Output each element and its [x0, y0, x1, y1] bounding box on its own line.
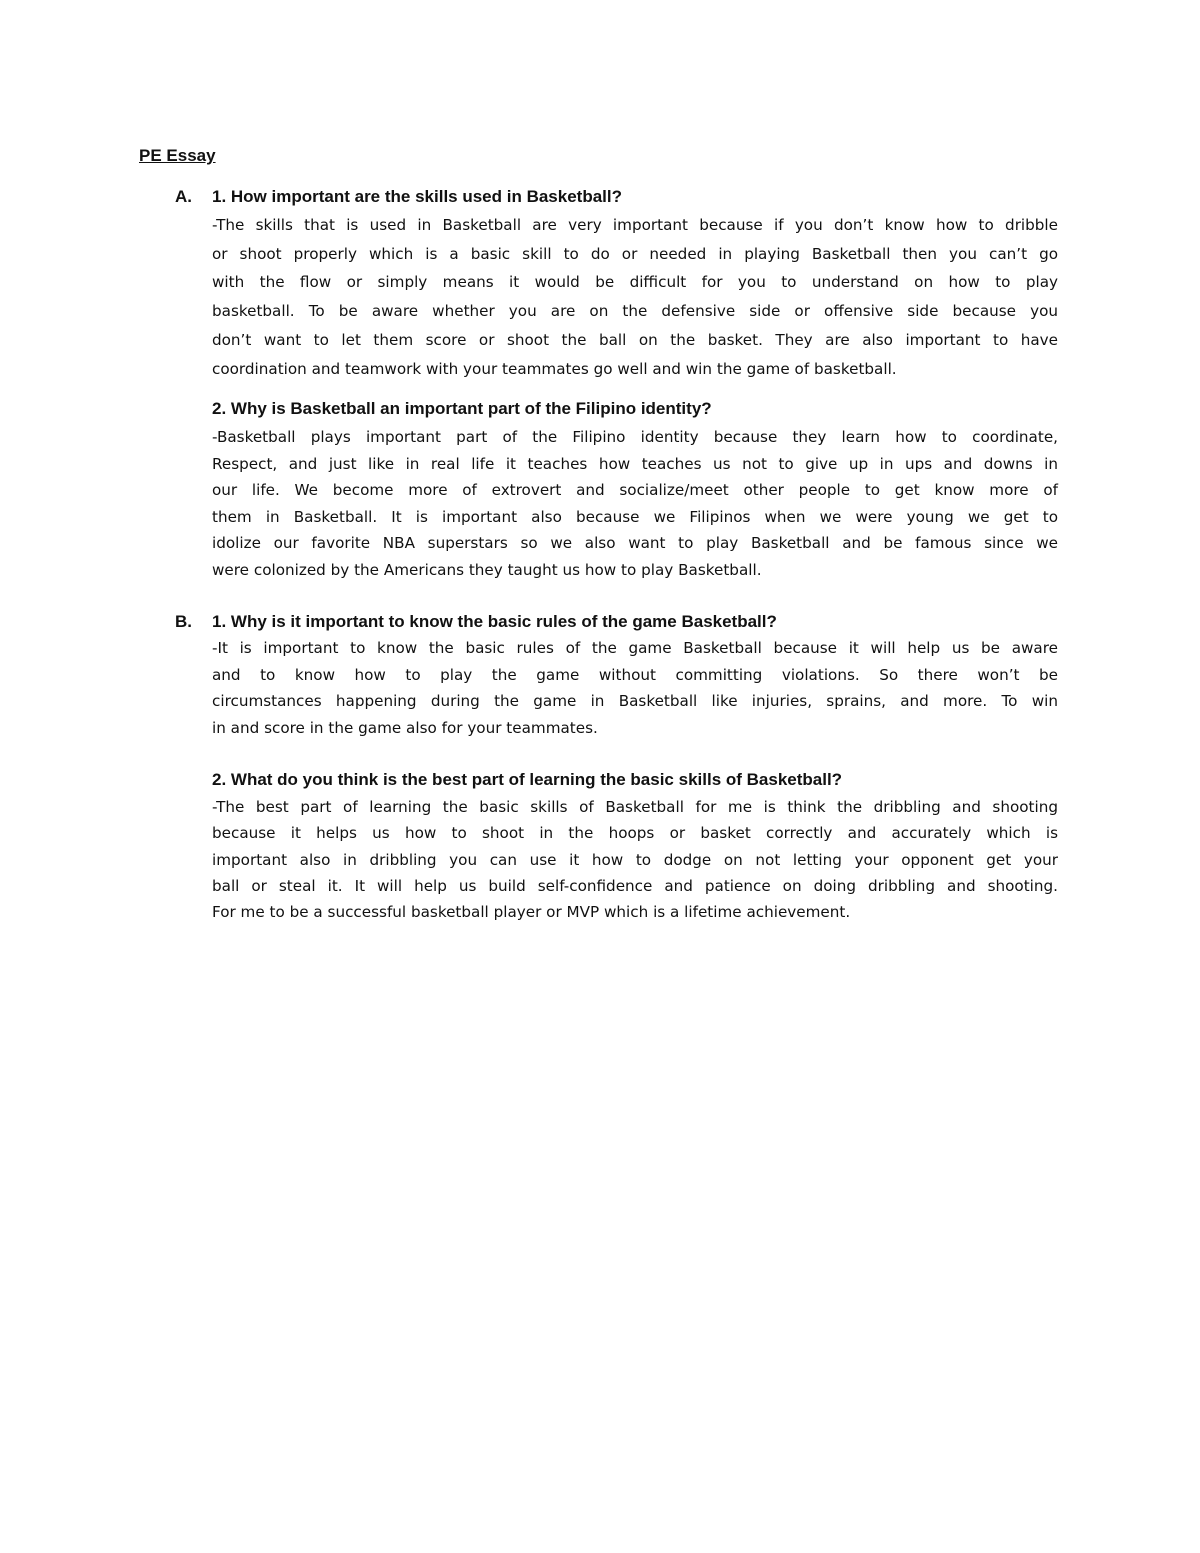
question-a1: 1. How important are the skills used in Basketball? [212, 187, 623, 206]
answer-line: Respect, and just like in real life it teaches how teaches us not to give up in ups and downs in [212, 454, 1058, 473]
answer-line: -It is important to know the basic rules of the game Basketball because it will help us be aware [212, 639, 1058, 657]
answer-line: coordination and teamwork with your teammates go well and win the game of basketball. [212, 359, 897, 378]
answer-line: For me to be a successful basketball player or MVP which is a lifetime achievement. [212, 903, 851, 922]
section-letter-b: B. [175, 612, 192, 631]
question-a2: 2. Why is Basketball an important part of the Filipino identity? [212, 399, 712, 418]
answer-line: -Basketball plays important part of the Filipino identity because they learn how to coordinate, [212, 428, 1058, 446]
answer-line: circumstances happening during the game in Basketball like injuries, sprains, and more. To win [212, 692, 1058, 711]
answer-line: or shoot properly which is a basic skill to do or needed in playing Basketball then you can’t go [212, 244, 1058, 263]
answer-b2 [212, 794, 1058, 925]
section-letter-a: A. [175, 187, 192, 206]
answer-a1 [212, 211, 1058, 383]
answer-line: important also in dribbling you can use it how to dodge on not letting your opponent get your [212, 850, 1058, 869]
question-b1: 1. Why is it important to know the basic rules of the game Basketball? [212, 612, 777, 631]
document-title: PE Essay [139, 146, 216, 165]
answer-line: because it helps us how to shoot in the hoops or basket correctly and accurately which is [212, 824, 1058, 843]
question-b2: 2. What do you think is the best part of learning the basic skills of Basketball? [212, 770, 843, 789]
answer-b1 [212, 635, 1058, 741]
answer-line: idolize our favorite NBA superstars so we also want to play Basketball and be famous since we [212, 534, 1058, 553]
answer-line: with the flow or simply means it would be difficult for you to understand on how to play [212, 273, 1058, 292]
answer-line: basketball. To be aware whether you are on the defensive side or offensive side because you [212, 302, 1058, 321]
answer-line: ball or steal it. It will help us build self-confidence and patience on doing dribbling and shooting. [212, 876, 1058, 895]
answer-line: don’t want to let them score or shoot the ball on the basket. They are also important to have [212, 330, 1058, 349]
answer-line: were colonized by the Americans they taught us how to play Basketball. [212, 560, 762, 579]
answer-line: them in Basketball. It is important also because we Filipinos when we were young we get to [212, 507, 1058, 526]
answer-line: and to know how to play the game without committing violations. So there won’t be [212, 665, 1058, 684]
answer-line: our life. We become more of extrovert and socialize/meet other people to get know more of [212, 481, 1058, 500]
answer-a2 [212, 424, 1058, 584]
answer-line: in and score in the game also for your teammates. [212, 718, 598, 737]
answer-line: -The best part of learning the basic skills of Basketball for me is think the dribbling and shooting [212, 798, 1058, 816]
answer-line: -The skills that is used in Basketball are very important because if you don’t know how to dribble [212, 216, 1058, 234]
